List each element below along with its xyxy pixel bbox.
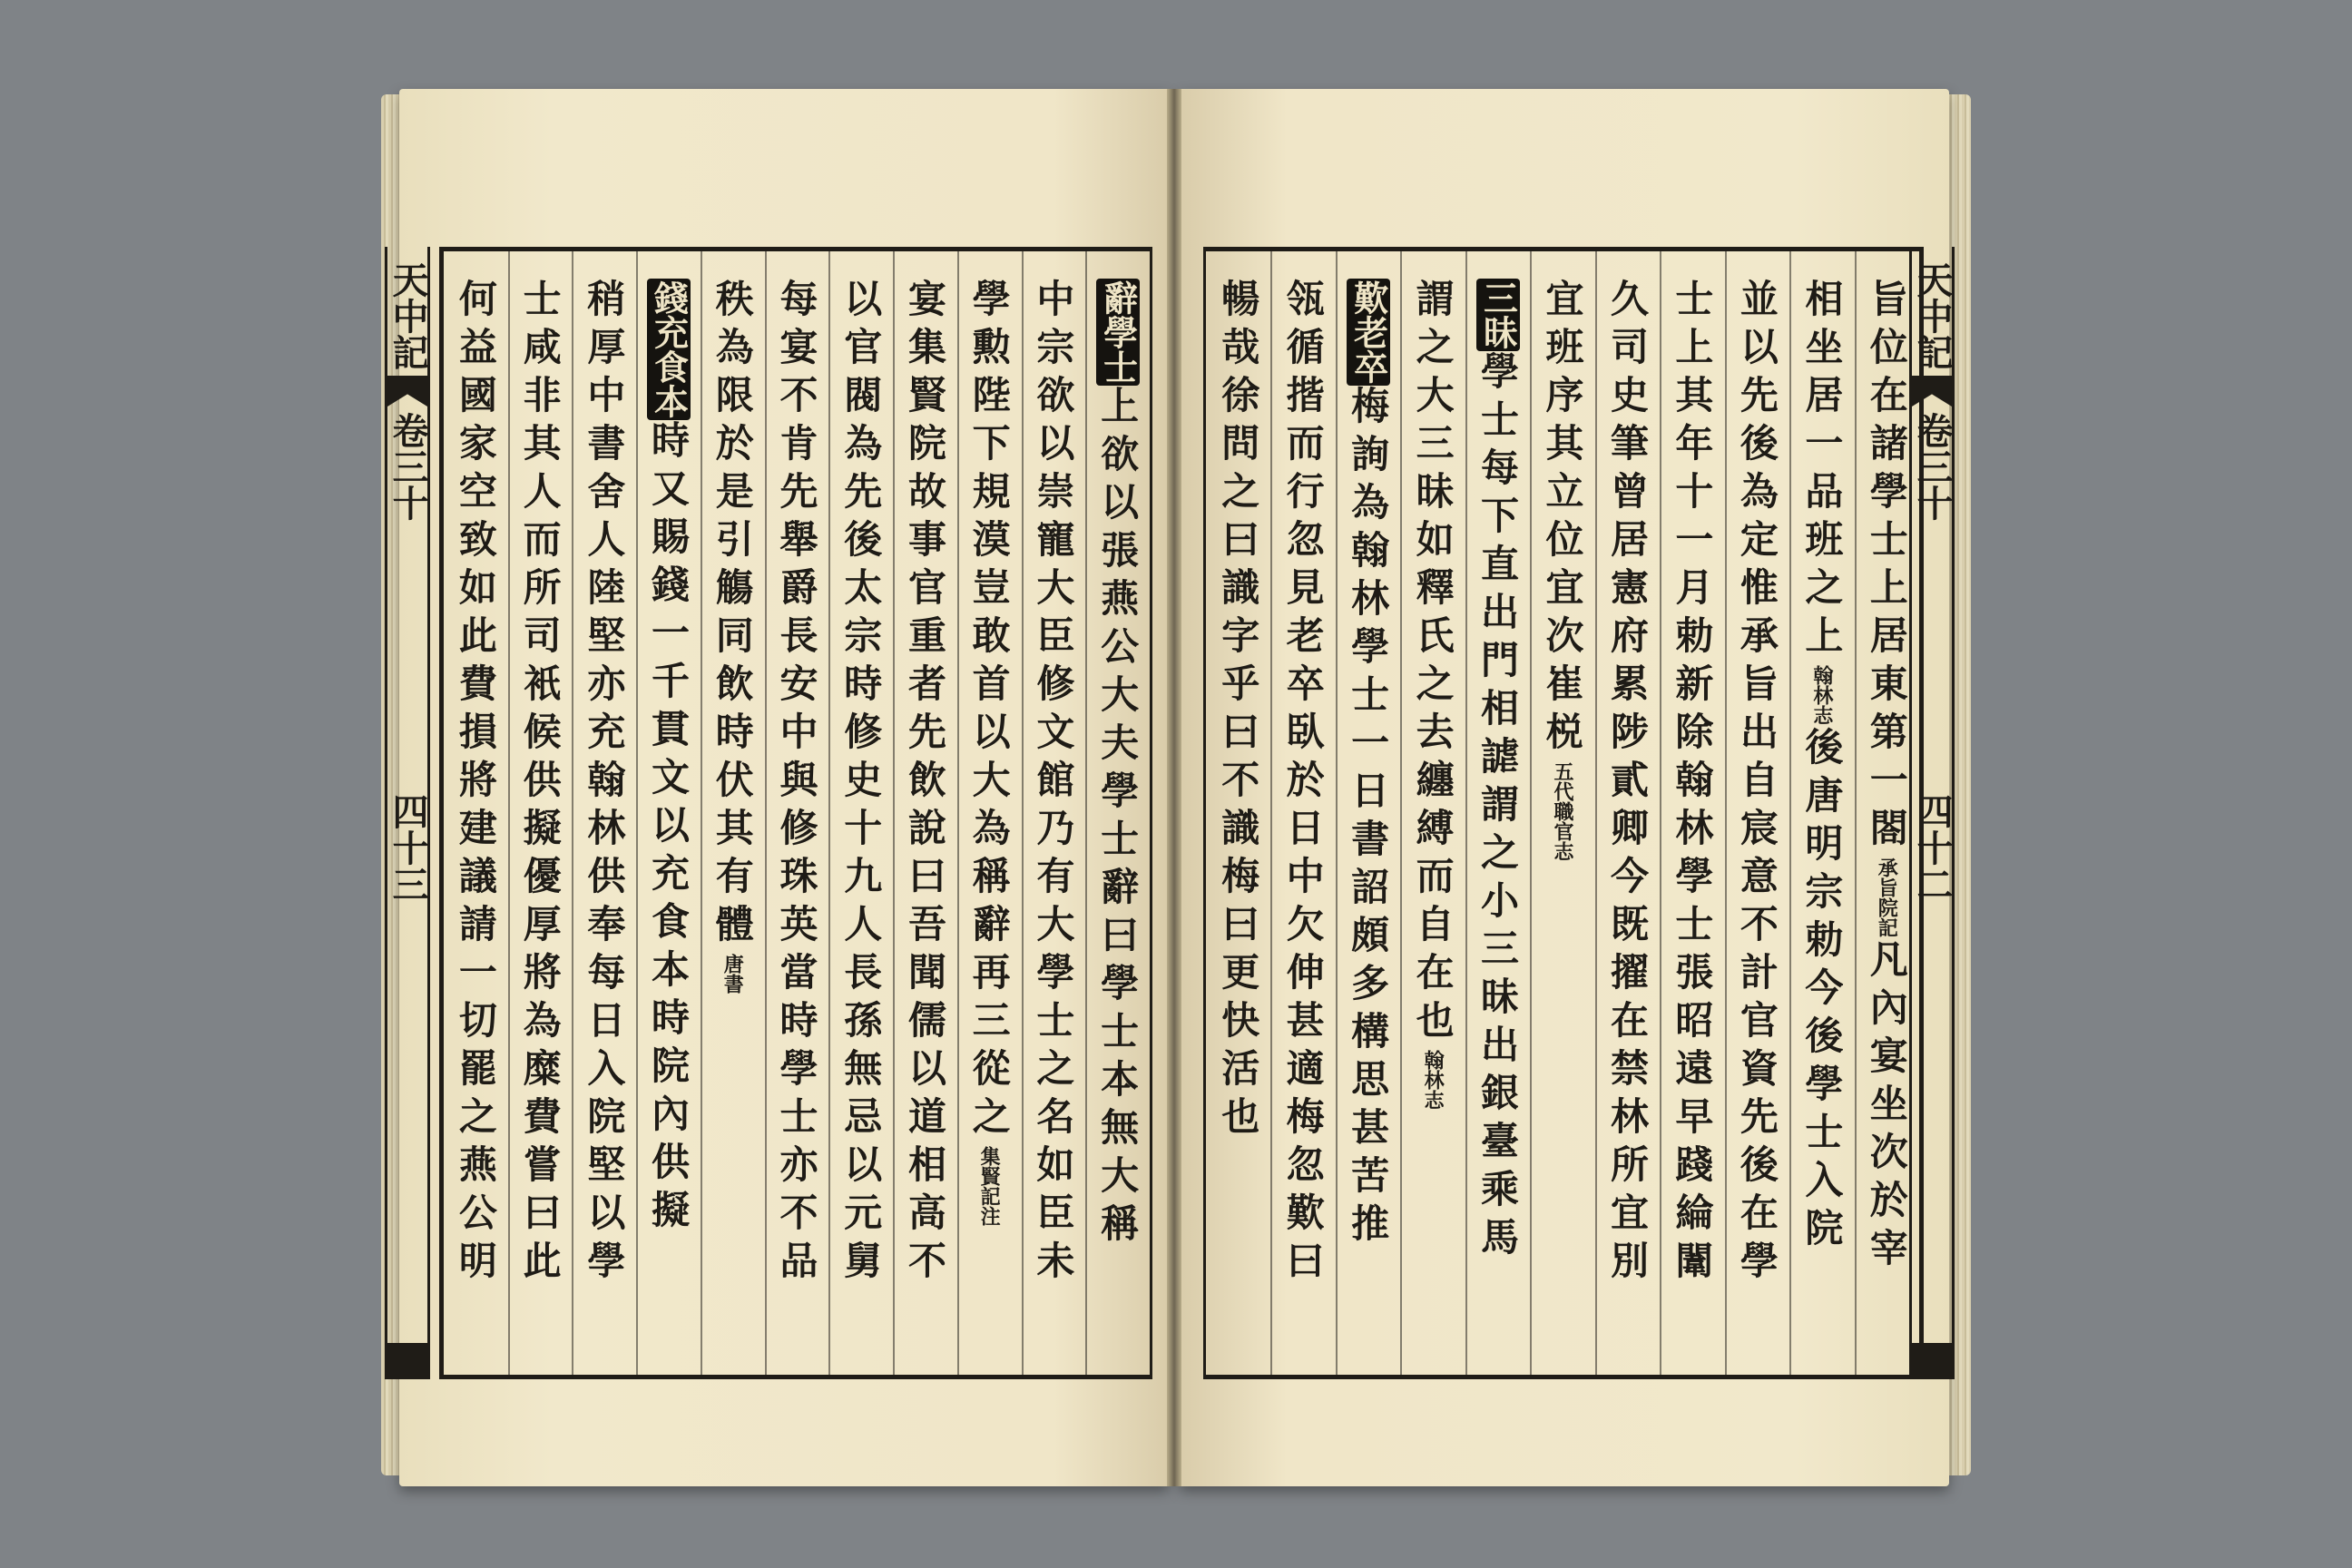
left-text-column xyxy=(454,279,497,1289)
column-rule xyxy=(1270,251,1272,1375)
column-text-continued: 後唐明宗勅今後學士入院 xyxy=(1799,727,1845,1256)
left-text-column xyxy=(839,279,883,1289)
column-text: 秩為限於是引觴同飲時伏其有體 xyxy=(710,279,755,952)
fore-edge-title: 天中記 xyxy=(1911,261,1954,370)
column-rule xyxy=(1085,251,1087,1375)
topic-heading-tag: 辭學士 xyxy=(1097,280,1139,384)
right-text-column xyxy=(1281,279,1325,1289)
column-text: 旨位在諸學士上居東第一閤 xyxy=(1864,279,1909,856)
right-text-column xyxy=(1347,279,1390,1251)
column-rule xyxy=(508,251,510,1375)
column-text: 謂之大三昧如釋氏之去纏縛而自在也 xyxy=(1410,279,1455,1048)
column-text-continued: 凡內宴坐次於宰 xyxy=(1864,939,1909,1276)
interlinear-note: 集賢記注 xyxy=(977,1146,1002,1226)
fore-edge-volume: 卷三十 xyxy=(1911,412,1954,521)
column-text: 學勲陛下規漠豈敢首以大為稱辭再三從之 xyxy=(966,279,1012,1144)
left-text-column xyxy=(647,279,691,1238)
column-text: 稍厚中書舍人陸堅亦充翰林供奉每日入院堅以學 xyxy=(582,279,627,1289)
column-text: 每宴不肯先舉爵長安中與修珠英當時學士亦不品 xyxy=(774,279,819,1289)
column-text: 士咸非其人而所司衹候供擬優厚將為糜費嘗曰此 xyxy=(517,279,563,1289)
column-rule xyxy=(1725,251,1727,1375)
fore-edge-volume: 卷三十 xyxy=(387,412,429,521)
left-text-column xyxy=(518,279,562,1289)
column-text: 士上其年十一月勅新除翰林學士張昭遠早踐綸闈 xyxy=(1670,279,1715,1289)
right-text-column xyxy=(1411,279,1455,1112)
fore-edge-title: 天中記 xyxy=(387,261,429,370)
left-text-column xyxy=(710,279,754,995)
column-rule xyxy=(1465,251,1467,1375)
column-rule xyxy=(1530,251,1532,1375)
column-text: 何益國家空致如此費損將建議請一切罷之燕公明 xyxy=(453,279,498,1289)
right-text-column xyxy=(1865,279,1908,1276)
column-text: 中宗欲以崇寵大臣修文館乃有大學士之名如臣未 xyxy=(1031,279,1076,1289)
book-gutter xyxy=(1167,89,1181,1486)
column-text: 上欲以張燕公大夫學士辭曰學士本無大稱 xyxy=(1095,386,1141,1251)
column-text: 久司史筆曾居憲府累陟貳卿今既擢在禁林所宜別 xyxy=(1604,279,1650,1289)
fore-edge-black-mouth xyxy=(387,1343,427,1379)
column-rule xyxy=(572,251,573,1375)
interlinear-note: 翰林志 xyxy=(1809,665,1834,725)
interlinear-note: 五代職官志 xyxy=(1551,761,1574,861)
column-text: 暢哉徐問之曰識字乎曰不識梅曰更快活也 xyxy=(1216,279,1261,1144)
column-text: 學士每下直出門相謔謂之小三昧出銀臺乘馬 xyxy=(1475,351,1521,1265)
topic-heading-tag: 錢充食本 xyxy=(648,280,690,418)
left-text-column xyxy=(1096,279,1140,1251)
right-text-frame xyxy=(1203,247,1924,1379)
column-text: 時又賜錢一千貫文以充食本時院內供擬 xyxy=(646,420,691,1238)
column-rule xyxy=(1660,251,1661,1375)
right-text-column xyxy=(1541,279,1584,863)
right-text-column xyxy=(1671,279,1714,1289)
right-text-column xyxy=(1476,279,1520,1265)
fore-edge-page-number: 四十二 xyxy=(1911,793,1954,902)
column-text: 以官閥為先後太宗時修史十九人長孫無忌以元舅 xyxy=(838,279,884,1289)
left-fore-edge-column xyxy=(385,247,430,1379)
column-text: 瓴循揩而行忽見老卒臥於日中欠伸甚適梅忽歎曰 xyxy=(1280,279,1326,1289)
interlinear-note: 唐書 xyxy=(720,954,745,994)
column-rule xyxy=(1400,251,1402,1375)
column-rule xyxy=(1022,251,1024,1375)
column-text: 梅詢為翰林學士一日書詔頗多構思甚苦推 xyxy=(1346,386,1391,1251)
right-text-column xyxy=(1800,279,1844,1256)
left-text-column xyxy=(967,279,1011,1228)
column-rule xyxy=(1336,251,1338,1375)
column-text: 宴集賢院故事官重者先飲說曰吾聞儒以道相高不 xyxy=(902,279,947,1289)
left-text-column xyxy=(1032,279,1075,1289)
left-text-column xyxy=(903,279,946,1289)
fish-tail-mark xyxy=(387,376,427,407)
column-rule xyxy=(957,251,959,1375)
right-text-column xyxy=(1605,279,1649,1289)
interlinear-note: 承旨院記 xyxy=(1875,858,1899,937)
fore-edge-page-number: 四十三 xyxy=(387,793,429,902)
column-rule xyxy=(828,251,830,1375)
topic-heading-tag: 三昧 xyxy=(1477,280,1519,349)
column-text: 並以先後為定惟承旨出自宸意不計官資先後在學 xyxy=(1734,279,1779,1289)
right-text-column xyxy=(1217,279,1260,1144)
column-rule xyxy=(1595,251,1597,1375)
interlinear-note: 翰林志 xyxy=(1421,1050,1446,1110)
left-text-column xyxy=(583,279,626,1289)
left-text-column xyxy=(775,279,818,1289)
column-rule xyxy=(701,251,702,1375)
column-text: 宜班序其立位宜次崔棁 xyxy=(1540,279,1585,760)
column-rule xyxy=(1855,251,1857,1375)
right-text-column xyxy=(1735,279,1779,1289)
column-rule xyxy=(765,251,767,1375)
column-rule xyxy=(636,251,638,1375)
left-text-frame xyxy=(439,247,1152,1379)
topic-heading-tag: 歎老卒 xyxy=(1348,280,1389,384)
column-rule xyxy=(1789,251,1791,1375)
column-rule xyxy=(893,251,895,1375)
column-text: 相坐居一品班之上 xyxy=(1799,279,1845,663)
